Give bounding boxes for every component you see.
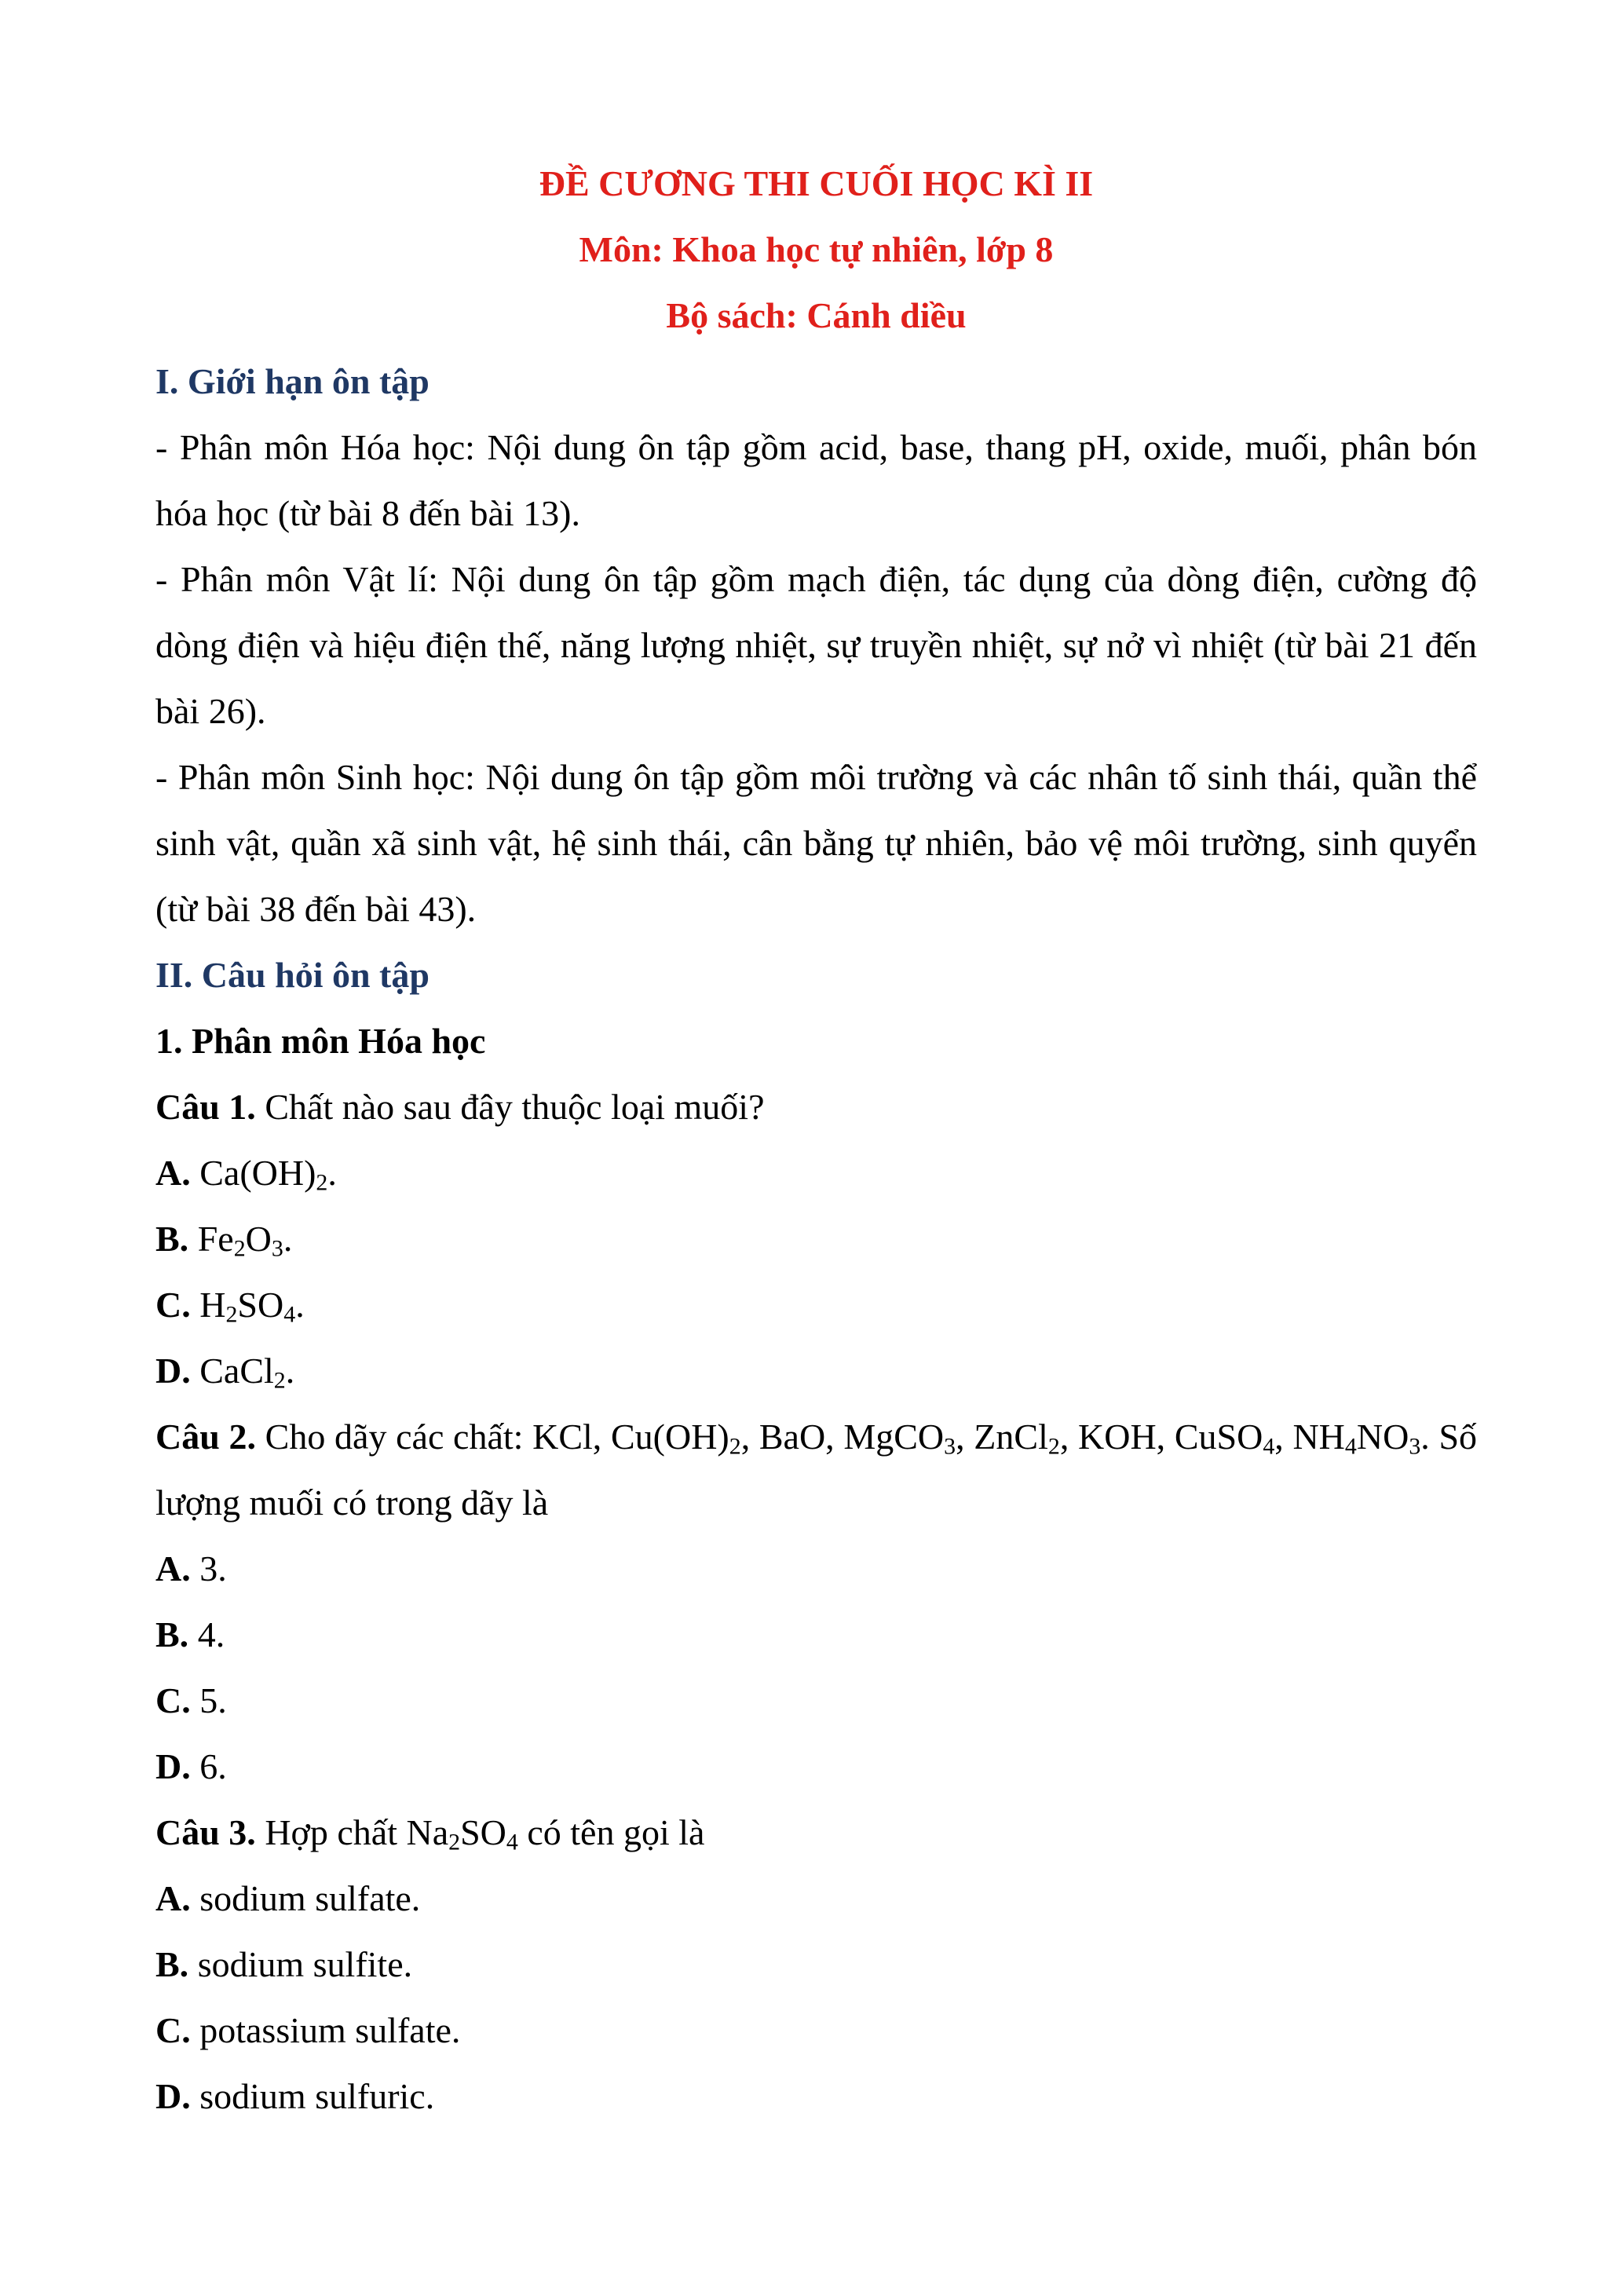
question-label: Câu 3. [155,1812,256,1852]
question-3-option-c [155,1998,1477,2064]
question-1-option-a [155,1140,1477,1206]
option-text: potassium sulfate. [199,2010,461,2050]
subject-line: Môn: Khoa học tự nhiên, lớp 8 [579,229,1054,269]
question-label: Câu 2. [155,1417,256,1457]
question-2-option-c [155,1668,1477,1734]
question-2-option-d [155,1734,1477,1800]
question-2-option-b [155,1602,1477,1668]
question-3-option-d [155,2064,1477,2130]
scope-physics: - Phân môn Vật lí: Nội dung ôn tập gồm mạch điện, tác dụng của dòng điện, cường độ dòng điện và hiệu điện thế, năng lượng nhiệt, sự truyền nhiệt, sự nở vì nhiệt (từ bài 21 đến bài 26). [155,559,1477,731]
section-heading-questions: II. Câu hỏi ôn tập [155,955,430,995]
option-text: CaCl$_2$. [199,1351,295,1394]
option-text: $Ca(OH)_2$. [199,1153,337,1196]
option-text: sodium sulfite. [197,1944,413,1984]
option-text: $Fe_2O_3$. [197,1219,293,1262]
document-title: ĐỀ CƯƠNG THI CUỐI HỌC KÌ II [539,163,1094,203]
question-2-option-a [155,1536,1477,1602]
scope-chemistry: - Phân môn Hóa học: Nội dung ôn tập gồm acid, base, thang pH, oxide, muối, phân bón hóa học (từ bài 8 đến bài 13). [155,427,1477,533]
option-letter: C. [155,1680,191,1720]
question-2 [155,1404,1477,1536]
question-text: Cho dãy các chất: KCl, $Cu(OH)_2$, BaO, MgCO$_3$, ZnCl$_2$, KOH, CuSO$_4$, $NH_4NO_3$. Số lượng muối có trong dãy là [155,1417,1478,1523]
option-text: $H_2SO_4$. [199,1285,305,1328]
question-1-option-c [155,1272,1477,1338]
question-1 [155,1074,1477,1140]
option-text: sodium sulfuric. [199,2076,435,2116]
option-text: 6. [199,1746,227,1786]
title-block [155,151,1477,349]
option-letter: C. [155,1285,191,1325]
question-3-option-b [155,1932,1477,1998]
option-text: sodium sulfate. [199,1878,421,1918]
question-3-option-a [155,1866,1477,1932]
question-3 [155,1800,1477,1866]
option-letter: D. [155,2076,191,2116]
option-text: 3. [199,1548,227,1589]
option-letter: A. [155,1878,191,1918]
question-label: Câu 1. [155,1087,256,1127]
book-line: Bộ sách: Cánh diều [666,295,967,335]
option-text: 5. [199,1680,227,1720]
section-heading-scope: I. Giới hạn ôn tập [155,361,430,401]
option-letter: B. [155,1219,189,1259]
question-1-option-b [155,1206,1477,1272]
question-text: Chất nào sau đây thuộc loại muối? [265,1087,765,1127]
question-1-option-d [155,1338,1477,1404]
option-letter: A. [155,1548,191,1589]
option-letter: B. [155,1614,189,1654]
question-text: Hợp chất $Na_2SO_4$ có tên gọi là [265,1812,705,1855]
option-letter: C. [155,2010,191,2050]
option-letter: D. [155,1351,191,1391]
option-letter: D. [155,1746,191,1786]
subsection-heading-chemistry: 1. Phân môn Hóa học [155,1021,486,1061]
option-letter: A. [155,1153,191,1193]
option-letter: B. [155,1944,189,1984]
option-text: 4. [197,1614,225,1654]
scope-biology: - Phân môn Sinh học: Nội dung ôn tập gồm môi trường và các nhân tố sinh thái, quần thể sinh vật, quần xã sinh vật, hệ sinh thái, cân bằng tự nhiên, bảo vệ môi trường, sinh quyển (từ bài 38 đến bài 43). [155,757,1477,929]
